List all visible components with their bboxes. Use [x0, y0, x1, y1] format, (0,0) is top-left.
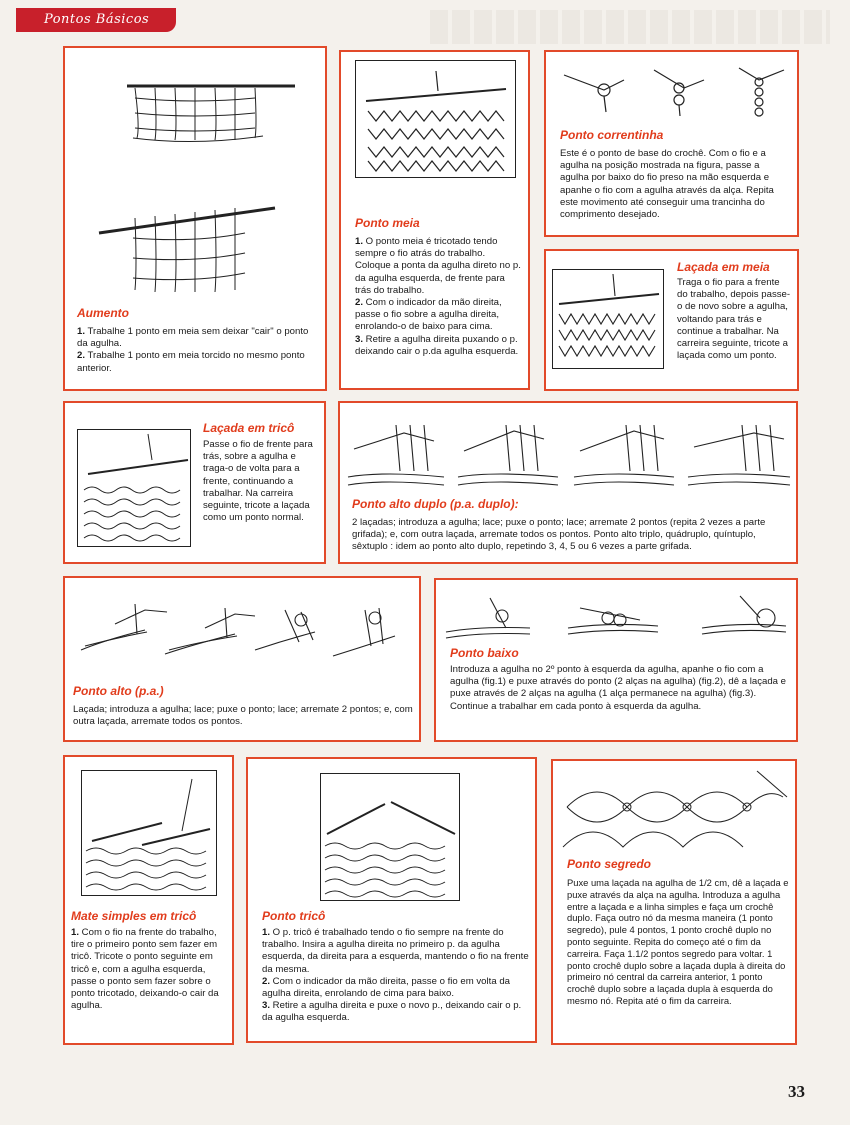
aumento-title: Aumento — [77, 306, 129, 320]
purl-stitch-drawing — [321, 774, 460, 901]
ponto-trico-text — [262, 927, 530, 1025]
chain-stitch-illustration — [554, 60, 799, 120]
card-ponto-segredo — [551, 759, 797, 1045]
section-header-tab — [16, 8, 176, 32]
ponto-meia-text — [355, 236, 523, 358]
treble-step-3 — [255, 610, 315, 650]
ponto-segredo-title: Ponto segredo — [567, 857, 652, 871]
treble-step-1 — [81, 604, 167, 650]
card-ponto-meia — [339, 50, 530, 390]
lacada-em-meia-title: Laçada em meia — [677, 260, 770, 274]
card-lacada-em-trico — [63, 401, 326, 564]
solomon-knot-illustration — [557, 767, 797, 857]
ponto-trico-step-3: 3. Retire a agulha direita e puxe o novo p., deixando cair o p. da agulha esquerda. — [262, 1000, 522, 1024]
card-lacada-em-meia — [544, 249, 799, 391]
ponto-trico-step-1: 1. O p. tricô é trabalhado tendo o fio sempre na frente do trabalho. Insira a agulha direita no primeiro p. da agulha esquerda, da direita para a esquerda, mantendo o fio na frente da mesma. — [262, 927, 529, 975]
yarn-over-knit-drawing — [553, 270, 664, 369]
double-treble-illustration — [344, 411, 794, 491]
section-title: Pontos Básicos — [44, 12, 150, 27]
double-treble-step-4 — [688, 425, 790, 485]
ponto-baixo-title: Ponto baixo — [450, 646, 519, 660]
treble-step-2 — [165, 608, 255, 654]
page-number: 33 — [788, 1082, 805, 1101]
ponto-meia-step-1: 1. O ponto meia é tricotado tendo sempre o fio atrás do trabalho. Coloque a ponta da agulha direto no p. da agulha esquerda, de frente para trás do trabalho. — [355, 236, 521, 296]
lacada-em-trico-text: Passe o fio de frente para trás, sobre a agulha e traga-o de volta para a frente, continuando a trabalhar. Na carreira seguinte, tricote a laçada como um ponto normal. — [203, 439, 313, 524]
treble-step-4 — [333, 608, 395, 656]
ponto-trico-illustration — [320, 773, 460, 901]
ponto-alto-text: Laçada; introduza a agulha; lace; puxe o ponto; lace; arremate 2 pontos; e, com outra laçada, arremate todos os pontos. — [73, 704, 413, 728]
ponto-correntinha-text: Este é o ponto de base do crochê. Com o fio e a agulha na posição mostrada na figura, passe a agulha por baixo do fio preso na mão esquerda e apanhe o fio com a agulha através da alça. Repita este movimento até conseguir uma trancinha do comprimento desejado. — [560, 148, 774, 221]
card-ponto-baixo — [434, 578, 798, 742]
aumento-text — [77, 326, 317, 375]
mate-simples-text — [71, 927, 227, 1012]
lacada-em-trico-illustration — [77, 429, 191, 547]
ponto-meia-step-2: 2. Com o indicador da mão direita, passe o fio sobre a agulha direita, enrolando-o de baixo para cima. — [355, 297, 502, 333]
ponto-alto-duplo-text: 2 laçadas; introduza a agulha; lace; puxe o ponto; lace; arremate 2 pontos (repita 2 vezes a parte grifada); e, com outra laçada, arremate todos os pontos. Ponto alto triplo, quádruplo, quíntuplo, sêxtuplo : idem ao ponto alto duplo, repetindo 3, 4, 5 ou 6 vezes a parte grifada. — [352, 517, 766, 553]
card-ponto-trico — [246, 757, 537, 1043]
lacada-em-meia-text: Traga o fio para a frente do trabalho, depois passe-o de novo sobre a agulha, voltando para trás e continue a trabalhar. Na carreira seguinte, tricote a laçada como um ponto. — [677, 277, 791, 362]
yarn-over-purl-drawing — [78, 430, 191, 547]
treble-crochet-illustration — [75, 590, 415, 670]
aumento-step-2: 2. Trabalhe 1 ponto em meia torcido no mesmo ponto anterior. — [77, 350, 305, 374]
ponto-trico-title: Ponto tricô — [262, 909, 326, 923]
ponto-meia-illustration — [355, 60, 516, 178]
mate-simples-title: Mate simples em tricô — [71, 909, 197, 923]
mate-simples-illustration — [81, 770, 217, 896]
ponto-meia-step-3: 3. Retire a agulha direita puxando o p. deixando cair o p.da agulha esquerda. — [355, 333, 519, 357]
ponto-alto-duplo-title: Ponto alto duplo (p.a. duplo): — [352, 497, 519, 511]
double-treble-step-2 — [458, 425, 558, 485]
ponto-correntinha-title: Ponto correntinha — [560, 128, 664, 142]
double-treble-step-1 — [348, 425, 444, 485]
slip-stitch-purl-drawing — [82, 771, 217, 896]
ponto-baixo-text: Introduza a agulha no 2º ponto à esquerda da agulha, apanhe o fio com a agulha (fig.1) e puxe através do ponto (2 alças na agulha) (fig.2), dê a laçada e puxe através de 2 alças na agulha (1 alça permanece na agulha) (fig.3). Continue a trabalhar em cada ponto à esquerda da agulha. — [450, 664, 786, 712]
card-aumento — [63, 46, 327, 391]
ponto-trico-step-2: 2. Com o indicador da mão direita, passe o fio em volta da agulha direita, enrolando de cima para baixo. — [262, 975, 510, 1000]
single-crochet-illustration — [440, 588, 796, 648]
single-crochet-fig-2 — [568, 608, 658, 634]
lacada-em-meia-illustration — [552, 269, 664, 369]
card-ponto-alto — [63, 576, 421, 742]
card-ponto-alto-duplo — [338, 401, 798, 564]
background-texture — [430, 10, 830, 44]
card-mate-simples — [63, 755, 234, 1045]
single-crochet-fig-1 — [446, 598, 530, 638]
ponto-meia-title: Ponto meia — [355, 216, 420, 230]
lacada-em-trico-title: Laçada em tricô — [203, 421, 295, 435]
card-ponto-correntinha — [544, 50, 799, 237]
ponto-segredo-text: Puxe uma laçada na agulha de 1/2 cm, dê a laçada e puxe através da alça na agulha. Introduza a agulha entre a laçada e a linha simples e faça um crochê duplo. Faça outro nó da mesma maneira (1 ponto segredo), pule 4 pontos, 1 ponto crochê duplo no ponto seguinte. Repita do começo até o fim da carreira. Faça 1.1/2 pontos segredo para voltar. 1 ponto crochê duplo sobre a laçada dupla à direita do primeiro nó central da carreira anterior, 1 ponto crochê duplo sobre a laçada dupla à esquerda do mesmo nó. Repita até o fim da carreira. — [567, 877, 789, 1006]
aumento-step-1: 1. Trabalhe 1 ponto em meia sem deixar "cair" o ponto da agulha. — [77, 326, 309, 350]
double-treble-step-3 — [574, 425, 674, 485]
mate-simples-step-1: 1. Com o fio na frente do trabalho, tire o primeiro ponto sem fazer em tricô. Tricote o ponto seguinte em tricô e, com a agulha esquerda, passe o ponto sem fazer sobre o ponto tricotado, deixando-o cair da agulha. — [71, 927, 219, 1012]
knitting-increase-illustration — [95, 68, 327, 318]
ponto-alto-title: Ponto alto (p.a.) — [73, 684, 164, 698]
knit-stitch-drawing — [356, 61, 516, 178]
single-crochet-fig-3 — [702, 596, 786, 634]
